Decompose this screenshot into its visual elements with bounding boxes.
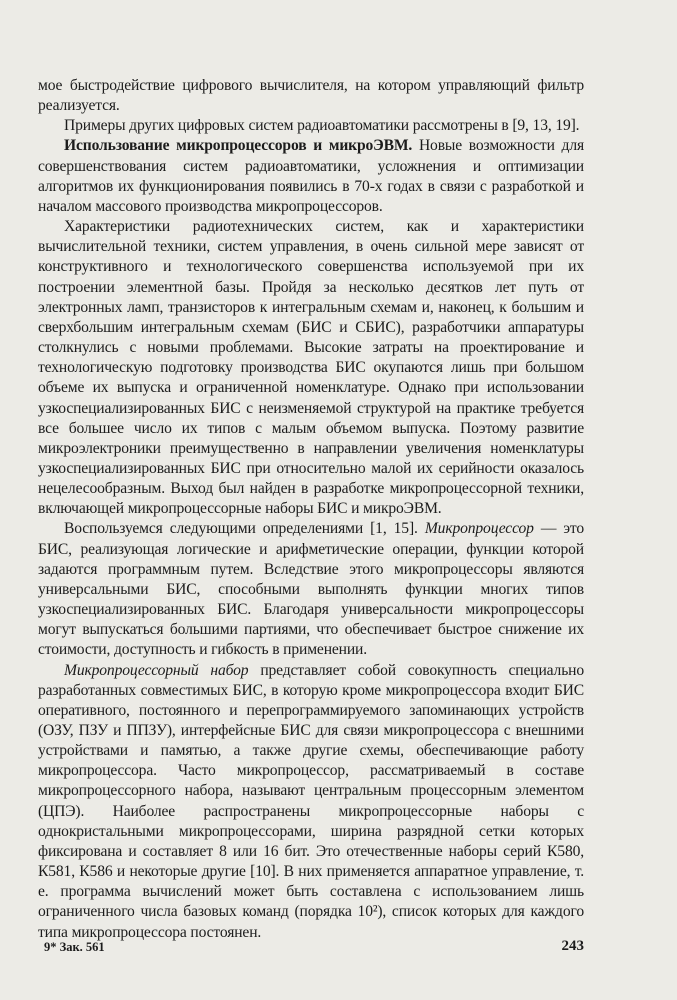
signature-mark: 9* Зак. 561 (44, 940, 105, 954)
paragraph-3: Использование микропроцессоров и микроЭВМ. Новые возможности для совершенствования систем радиоавтоматики, усложнения и оптимизации алгоритмов их функционирования появились в 70-х годах в связи с разработкой и началом массового производства микропроцессоров. (38, 137, 584, 215)
term-microprocessor-set: Микропроцессорный набор (64, 661, 249, 679)
paragraph-4: Характеристики радиотехнических систем, как и характеристики вычислительной техники, систем управления, в очень сильной мере зависят от конструктивного и технологического совершенства используемой при их построении элементной базы. Пройдя за несколько десятков лет путь от электронных ламп, транзисторов к интегральным схемам и, наконец, к большим и сверхбольшим интегральным схемам (БИС и СБИС), разработчики аппаратуры столкнулись с новыми проблемами. Высокие затраты на проектирование и технологическую подготовку производства БИС окупаются лишь при большом объеме их выпуска и ограниченной номенклатуре. Однако при использовании узкоспециализированных БИС с неизменяемой структурой на практике требуется все большее число их типов с малым объемом выпуска. Поэтому развитие микроэлектроники преимущественно в направлении увеличения номенклатуры узкоспециализированных БИС при относительно малой их серийности оказалось нецелесообразным. Выход был найден в разработке микропроцессорной техники, включающей микропроцессорные наборы БИС и микроЭВМ. (38, 218, 584, 518)
paragraph-1: мое быстродействие цифрового вычислителя, на котором управляющий фильтр реализуется. (38, 77, 584, 115)
body-text (38, 76, 584, 943)
paragraph-5: Воспользуемся следующими определениями [1, 15]. Микропроцессор — это БИС, реализующая логические и арифметические операции, функции которой задаются программным путем. Вследствие этого микропроцессоры являются универсальными БИС, способными выполнять функции многих типов узкоспециализированных БИС. Благодаря универсальности микропроцессоры могут выпускаться большими партиями, что обеспечивает быстрое снижение их стоимости, доступность и гибкость в применении. (38, 520, 585, 659)
section-heading: Использование микропроцессоров и микроЭВМ. (64, 137, 413, 155)
paragraph-6: Микропроцессорный набор представляет собой совокупность специально разработанных совместимых БИС, в которую кроме микропроцессора входит БИС оперативного, постоянного и перепрограммируемого запоминающих устройств (ОЗУ, ПЗУ и ППЗУ), интерфейсные БИС для связи микропроцессора с внешними устройствами и памятью, а также другие схемы, обеспечивающие работу микропроцессора. Часто микропроцессор, рассматриваемый в составе микропроцессорного набора, называют центральным процессорным элементом (ЦПЭ). Наиболее распространены микропроцессорные наборы с однокристальными микропроцессорами, ширина разрядной сетки которых фиксирована и составляет 8 или 16 бит. Это отечественные наборы серий К580, К581, К586 и некоторые другие [10]. В них применяется аппаратное управление, т. е. программа вычислений может быть составлена с использованием лишь ограниченного числа базовых команд (порядка 10²), список которых для каждого типа микропроцессора постоянен. (38, 661, 584, 941)
paragraph-2: Примеры других цифровых систем радиоавтоматики рассмотрены в [9, 13, 19]. (64, 117, 580, 135)
page-number: 243 (561, 938, 584, 954)
term-microprocessor: Микропроцессор (424, 520, 534, 538)
